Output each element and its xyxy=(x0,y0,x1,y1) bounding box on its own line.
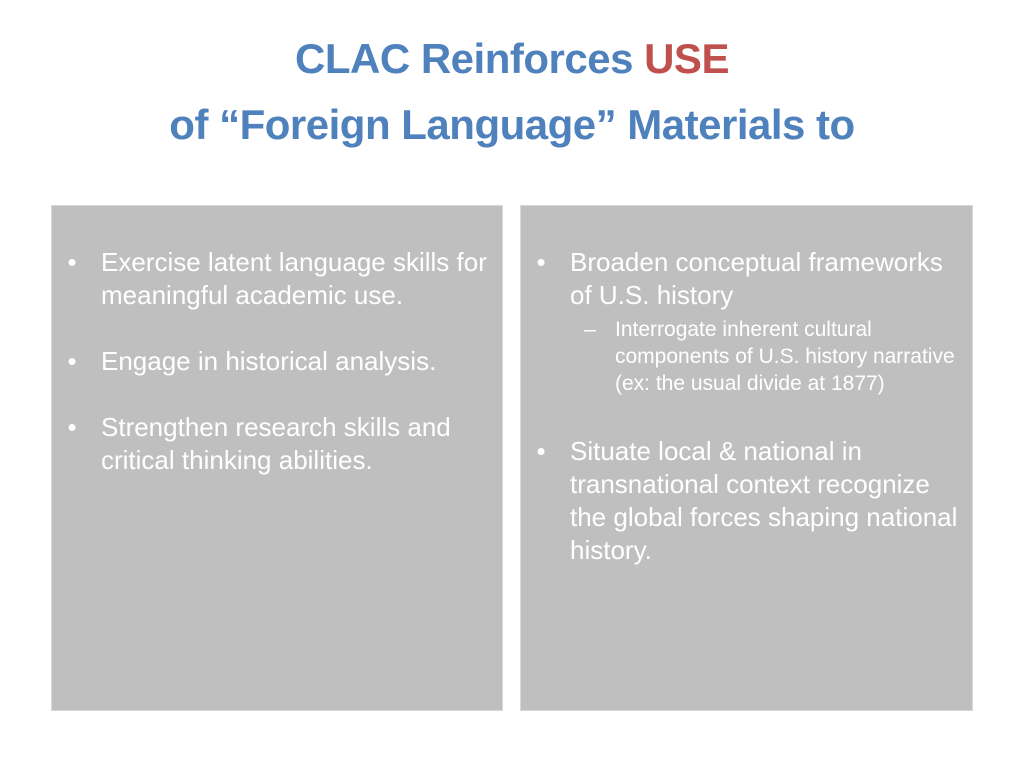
bullet-text: Strengthen research skills and critical thinking abilities. xyxy=(101,412,451,475)
right-content-panel xyxy=(520,205,973,711)
left-bullet-list xyxy=(52,246,502,477)
dash-icon: – xyxy=(584,318,596,341)
bullet-text: Broaden conceptual frameworks of U.S. history xyxy=(570,247,943,310)
bullet-icon: • xyxy=(67,346,77,376)
bullet-item xyxy=(52,246,502,312)
bullet-item xyxy=(521,246,972,397)
bullet-item xyxy=(521,435,972,567)
title-line-1 xyxy=(0,26,1024,92)
right-bullet-list xyxy=(521,246,972,567)
bullet-text: Exercise latent language skills for meaningful academic use. xyxy=(101,247,487,310)
title-accent-text: USE xyxy=(644,35,729,82)
bullet-text: Engage in historical analysis. xyxy=(101,346,437,376)
title-main-text: CLAC Reinforces xyxy=(295,35,645,82)
sub-bullet-item xyxy=(570,316,962,397)
bullet-text: Situate local & national in transnational context recognize the global forces shaping national history. xyxy=(570,436,958,565)
sub-bullet-text: Interrogate inherent cultural components of U.S. history narrative (ex: the usual divide at 1877) xyxy=(615,318,955,395)
bullet-icon: • xyxy=(536,436,546,466)
bullet-icon: • xyxy=(536,247,546,277)
bullet-icon: • xyxy=(67,412,77,442)
slide-title xyxy=(0,26,1024,158)
title-line-2: of “Foreign Language” Materials to xyxy=(169,101,855,148)
bullet-item xyxy=(52,411,502,477)
left-content-panel xyxy=(51,205,503,711)
bullet-item xyxy=(52,345,502,378)
sub-bullet-list xyxy=(570,316,962,397)
bullet-icon: • xyxy=(67,247,77,277)
